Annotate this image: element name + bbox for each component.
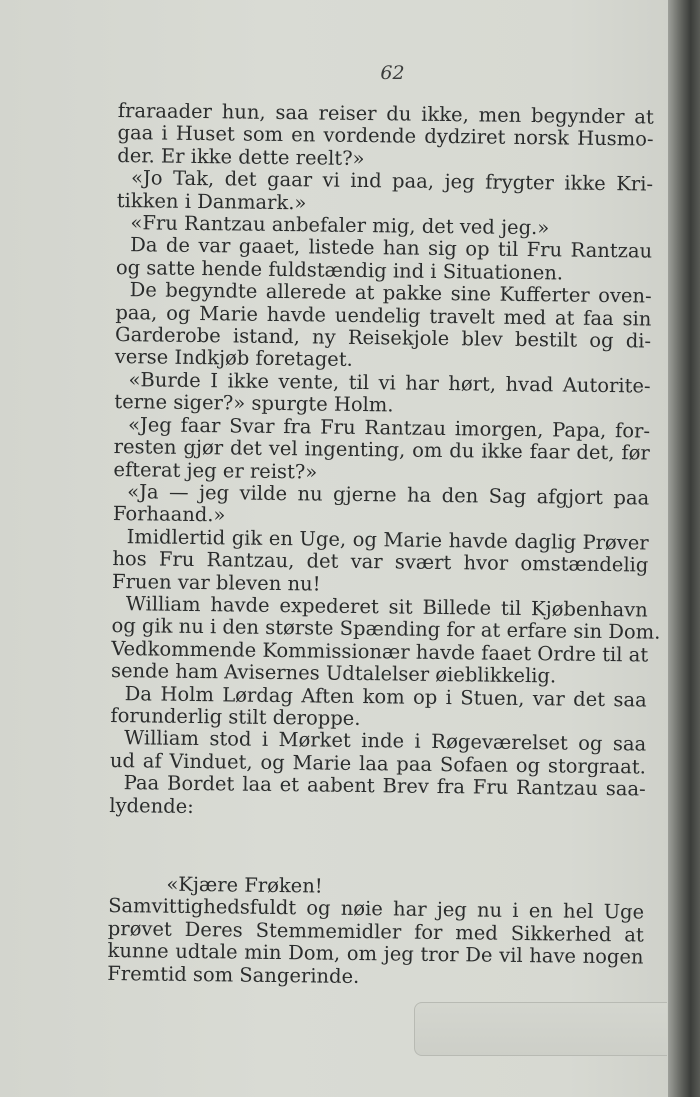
section-gap <box>109 817 646 880</box>
text-line: terne siger?» spurgte Holm. <box>114 390 394 417</box>
text-line: og gik nu i den største Spænding for at erfare sin Dom. <box>111 614 661 645</box>
text-line: William havde expederet sit Billede til Kjøbenhavn <box>125 592 648 622</box>
text-line: og satte hende fuldstændig ind i Situationen. <box>115 255 564 285</box>
book-spine <box>668 0 700 1097</box>
text-line: Fremtid som Sangerinde. <box>107 961 360 988</box>
text-line: ud af Vinduet, og Marie laa paa Sofaen og storgraat. <box>109 748 647 779</box>
text-line: Da de var gaaet, listede han sig op til Fru Rantzau <box>130 233 653 263</box>
text-line: Garderobe istand, ny Reisekjole blev bestilt og di- <box>114 323 652 353</box>
text-line: efterat jeg er reist?» <box>113 457 318 483</box>
text-line: Fruen var bleven nu! <box>111 569 321 596</box>
text-line: gaa i Huset som en vordende dydziret norsk Husmo- <box>117 121 654 151</box>
text-line: William stod i Mørket inde i Røgeværelset og saa <box>124 726 647 756</box>
text-line: «Ja — jeg vilde nu gjerne ha den Sag afgjort paa <box>127 480 650 510</box>
library-label <box>414 1002 667 1056</box>
text-line: der. Er ikke dette reelt?» <box>117 143 365 170</box>
text-line: Forhaand.» <box>112 502 226 527</box>
text-line: fraraader hun, saa reiser du ikke, men begynder at <box>117 99 654 129</box>
text-line: «Jo Tak, det gaar vi ind paa, jeg frygter ikke Kri- <box>130 166 654 196</box>
text-line: forunderlig stilt deroppe. <box>110 703 361 730</box>
text-line: De begyndte allerede at pakke sine Kufferter oven- <box>129 278 652 308</box>
paragraph-lines <box>109 99 661 823</box>
text-line: kunne udtale min Dom, om jeg tror De vil have nogen <box>107 939 644 969</box>
body-text <box>107 99 661 992</box>
letter-lines <box>107 895 644 991</box>
text-line: hos Fru Rantzau, det var svært hvor omstændelig <box>112 547 649 577</box>
text-line: «Jeg faar Svar fra Fru Rantzau imorgen, Papa, for- <box>127 412 651 443</box>
text-line: Samvittighedsfuldt og nøie har jeg nu i en hel Uge <box>108 894 645 924</box>
text-line: lydende: <box>109 793 194 818</box>
text-line: resten gjør det vel ingenting, om du ikke faar det, før <box>113 435 650 465</box>
text-line: verse Indkjøb foretaget. <box>114 345 353 372</box>
text-line: Vedkommende Kommissionær havde faaet Ordre til at <box>111 636 649 667</box>
text-line: tikken i Danmark.» <box>116 188 307 214</box>
text-line: Paa Bordet laa et aabent Brev fra Fru Rantzau saa- <box>123 771 646 801</box>
text-line: Imidlertid gik en Uge, og Marie havde daglig Prøver <box>126 524 649 555</box>
text-line: «Burde I ikke vente, til vi har hørt, hvad Autorite- <box>128 368 651 398</box>
page-number: 62 <box>380 62 405 84</box>
text-line: Da Holm Lørdag Aften kom op i Stuen, var det saa <box>124 681 647 712</box>
text-line: «Fru Rantzau anbefaler mig, det ved jeg.» <box>130 211 550 240</box>
text-line: sende ham Avisernes Udtalelser øieblikkelig. <box>110 659 557 688</box>
text-line: paa, og Marie havde uendelig travelt med at faa sin <box>115 300 652 331</box>
text-line: prøvet Deres Stemmemidler for med Sikkerhed at <box>107 916 644 947</box>
letter-greeting: «Kjære Frøken! <box>166 872 323 898</box>
